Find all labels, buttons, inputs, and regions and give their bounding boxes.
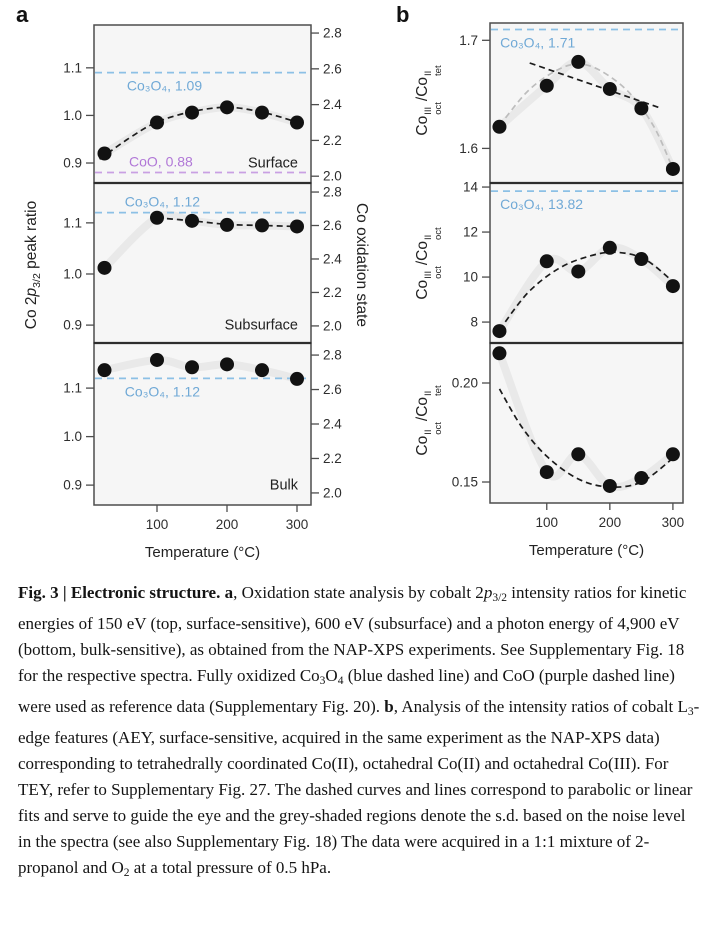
data-point bbox=[603, 241, 617, 255]
reference-label: Co₃O₄, 1.12 bbox=[124, 193, 201, 210]
x-axis-label: Temperature (°C) bbox=[144, 544, 261, 561]
data-point bbox=[185, 214, 199, 228]
right-y-tick-label: 2.2 bbox=[323, 284, 342, 300]
panel-b-label: b bbox=[396, 2, 410, 27]
x-axis-label: Temperature (°C) bbox=[528, 542, 645, 559]
y-tick-label: 0.9 bbox=[63, 477, 82, 493]
y-tick-label: 12 bbox=[462, 224, 478, 240]
panel-a-y-axis-label: Co $2p_{3/2}$ peak ratio bbox=[23, 200, 43, 330]
subplot-bg bbox=[490, 343, 683, 503]
right-y-tick-label: 2.0 bbox=[323, 318, 342, 334]
data-point bbox=[98, 363, 112, 377]
data-point bbox=[571, 264, 585, 278]
data-point bbox=[492, 120, 506, 134]
reference-label: CoO, 0.88 bbox=[129, 153, 193, 170]
right-y-tick-label: 2.6 bbox=[323, 218, 342, 234]
x-tick-label: 200 bbox=[598, 515, 622, 530]
y-tick-label: 0.20 bbox=[451, 375, 478, 391]
data-point bbox=[492, 346, 506, 360]
subplot-title: Bulk bbox=[269, 477, 298, 494]
figure-caption: Fig. 3 | Electronic structure. a, Oxidation state analysis by cobalt 2p3/2 intensity ratios for kinetic energies of 150 eV (top, surface-sensitive), 600 eV (subsurface) and a photon energy of 4,900 eV (bottom, bulk-sensitive), as obtained from the NAP-XPS experiments. See Supplementary Fig. 18 for the respective spectra. Fully oxidized Co3O4 (blue dashed line) and CoO (purple dashed line) were used as reference data (Supplementary Fig. 20). b, Analysis of the intensity ratios of cobalt L3-edge features (AEY, surface-sensitive, acquired in the same experiment as the NAP-XPS data) corresponding to tetrahedrally coordinated Co(II), octahedral Co(II) and octahedral Co(III). For TEY, refer to Supplementary Fig. 27. The dashed curves and lines correspond to parabolic or linear fits and serve to guide the eye and the grey-shaded regions denote the s.d. based on the noise level in the spectra (see also Supplementary Fig. 18) The data were acquired in a 1:1 mixture of 2-propanol and O2 at a total pressure of 0.5 hPa. bbox=[18, 583, 700, 879]
y-tick-label: 1.1 bbox=[63, 380, 82, 396]
y-tick-label: 10 bbox=[462, 269, 478, 285]
data-point bbox=[150, 353, 164, 367]
data-point bbox=[290, 116, 304, 130]
panel-a-label: a bbox=[16, 2, 29, 27]
data-point bbox=[290, 219, 304, 233]
data-point bbox=[666, 162, 680, 176]
y-tick-label: 1.0 bbox=[63, 266, 82, 282]
panel-b-bottom-y-axis-label: Co II oct /Co II tet bbox=[413, 385, 445, 456]
panel-a-right-axis-label: Co oxidation state bbox=[353, 202, 370, 328]
data-point bbox=[220, 218, 234, 232]
right-y-tick-label: 2.8 bbox=[323, 347, 342, 363]
data-point bbox=[98, 146, 112, 160]
data-point bbox=[255, 106, 269, 120]
subplot-title: Subsurface bbox=[224, 317, 298, 334]
data-point bbox=[290, 372, 304, 386]
right-y-tick-label: 2.4 bbox=[323, 416, 342, 432]
y-tick-label: 1.1 bbox=[63, 60, 82, 76]
y-tick-label: 0.9 bbox=[63, 155, 82, 171]
data-point bbox=[634, 252, 648, 266]
x-tick-label: 100 bbox=[145, 517, 169, 532]
data-point bbox=[571, 55, 585, 69]
right-y-tick-label: 2.4 bbox=[323, 97, 342, 113]
y-tick-label: 14 bbox=[462, 179, 478, 195]
reference-label: Co₃O₄, 1.71 bbox=[500, 34, 576, 51]
right-y-tick-label: 2.2 bbox=[323, 132, 342, 148]
data-point bbox=[634, 471, 648, 485]
data-point bbox=[255, 363, 269, 377]
panel-b-top-y-axis-label: Co III oct /Co II tet bbox=[413, 65, 445, 136]
x-tick-label: 300 bbox=[661, 515, 685, 530]
x-tick-label: 100 bbox=[535, 515, 559, 530]
x-tick-label: 200 bbox=[215, 517, 239, 532]
right-y-tick-label: 2.2 bbox=[323, 450, 342, 466]
right-y-tick-label: 2.4 bbox=[323, 251, 342, 267]
data-point bbox=[540, 79, 554, 93]
right-y-tick-label: 2.8 bbox=[323, 25, 342, 41]
data-point bbox=[603, 82, 617, 96]
right-y-tick-label: 2.0 bbox=[323, 485, 342, 501]
data-point bbox=[540, 465, 554, 479]
y-tick-label: 1.0 bbox=[63, 429, 82, 445]
right-y-tick-label: 2.0 bbox=[323, 168, 342, 184]
data-point bbox=[603, 479, 617, 493]
data-point bbox=[540, 254, 554, 268]
panel-b-middle-y-axis-label: Co III oct /Co II oct bbox=[413, 227, 445, 300]
data-point bbox=[185, 106, 199, 120]
panel-a-chart bbox=[0, 0, 390, 575]
y-tick-label: 0.15 bbox=[451, 474, 478, 490]
data-point bbox=[492, 324, 506, 338]
data-point bbox=[571, 447, 585, 461]
data-point bbox=[185, 360, 199, 374]
right-y-tick-label: 2.6 bbox=[323, 61, 342, 77]
right-y-tick-label: 2.6 bbox=[323, 382, 342, 398]
reference-label: Co₃O₄, 13.82 bbox=[500, 196, 584, 213]
data-point bbox=[220, 100, 234, 114]
y-tick-label: 0.9 bbox=[63, 317, 82, 333]
data-point bbox=[255, 218, 269, 232]
y-tick-label: 1.6 bbox=[459, 140, 478, 156]
x-tick-label: 300 bbox=[285, 517, 309, 532]
data-point bbox=[666, 279, 680, 293]
data-point bbox=[150, 211, 164, 225]
reference-label: Co₃O₄, 1.09 bbox=[126, 77, 203, 94]
y-tick-label: 8 bbox=[470, 314, 478, 330]
reference-label: Co₃O₄, 1.12 bbox=[124, 383, 201, 400]
right-y-tick-label: 2.8 bbox=[323, 184, 342, 200]
y-tick-label: 1.1 bbox=[63, 215, 82, 231]
data-point bbox=[98, 261, 112, 275]
y-tick-label: 1.7 bbox=[459, 32, 478, 48]
data-point bbox=[150, 116, 164, 130]
data-point bbox=[220, 357, 234, 371]
data-point bbox=[634, 101, 648, 115]
data-point bbox=[666, 447, 680, 461]
y-tick-label: 1.0 bbox=[63, 107, 82, 123]
subplot-title: Surface bbox=[248, 155, 298, 172]
